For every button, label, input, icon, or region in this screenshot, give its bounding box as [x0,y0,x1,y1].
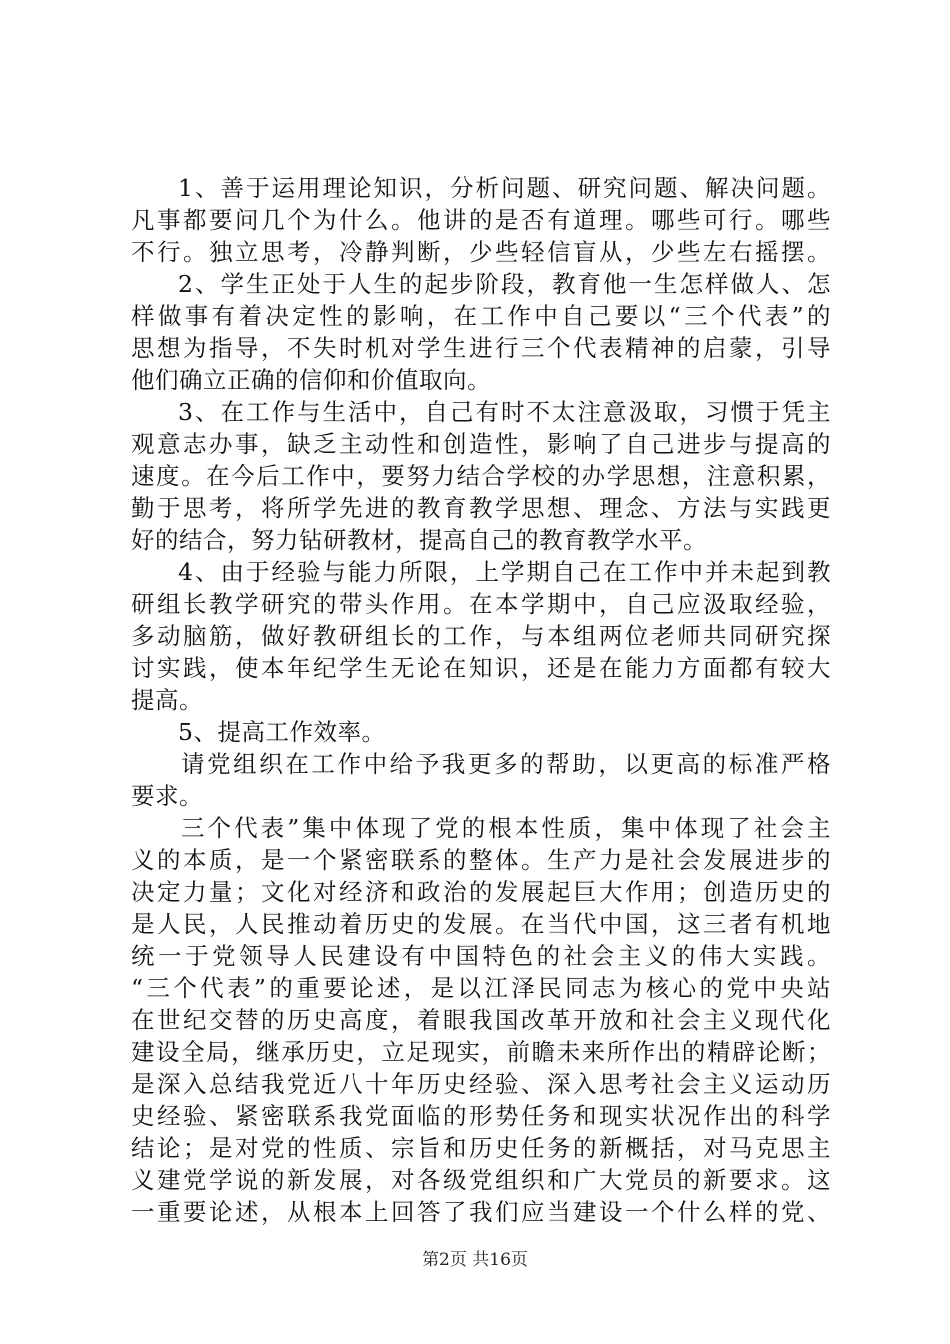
text-line: 统一于党领导人民建设有中国特色的社会主义的伟大实践。 [131,942,831,970]
document-body [131,172,831,1228]
text-line: 是人民，人民推动着历史的发展。在当代中国，这三者有机地 [131,910,831,938]
text-line: 三个代表”集中体现了党的根本性质，集中体现了社会主 [181,814,831,842]
text-line: 速度。在今后工作中，要努力结合学校的办学思想，注意积累， [131,462,831,490]
text-line: “三个代表”的重要论述，是以江泽民同志为核心的党中央站 [131,974,831,1002]
text-line: 研组长教学研究的带头作用。在本学期中，自己应汲取经验， [131,590,831,618]
text-line: 1、善于运用理论知识，分析问题、研究问题、解决问题。 [178,174,831,202]
text-line: 史经验、紧密联系我党面临的形势任务和现实状况作出的科学 [131,1102,831,1130]
text-line: 2、学生正处于人生的起步阶段，教育他一生怎样做人、怎 [178,270,831,298]
text-line: 凡事都要问几个为什么。他讲的是否有道理。哪些可行。哪些 [131,206,831,234]
text-line: 思想为指导，不失时机对学生进行三个代表精神的启蒙，引导 [131,334,831,362]
text-line: 4、由于经验与能力所限，上学期自己在工作中并未起到教 [178,558,831,586]
text-line: 决定力量；文化对经济和政治的发展起巨大作用；创造历史的 [131,878,831,906]
text-line: 3、在工作与生活中，自己有时不太注意汲取，习惯于凭主 [178,398,831,426]
text-line: 不行。独立思考，冷静判断，少些轻信盲从，少些左右摇摆。 [131,238,831,266]
text-line: 要求。 [131,782,203,810]
text-line: 多动脑筋，做好教研组长的工作，与本组两位老师共同研究探 [131,622,831,650]
text-line: 结论；是对党的性质、宗旨和历史任务的新概括，对马克思主 [131,1134,831,1162]
text-line: 在世纪交替的历史高度，着眼我国改革开放和社会主义现代化 [131,1006,831,1034]
text-line: 5、提高工作效率。 [178,718,386,746]
text-line: 一重要论述，从根本上回答了我们应当建设一个什么样的党、 [131,1198,831,1226]
text-line: 勤于思考，将所学先进的教育教学思想、理念、方法与实践更 [131,494,831,522]
text-line: 提高。 [131,686,203,714]
text-line: 义建党学说的新发展，对各级党组织和广大党员的新要求。这 [131,1166,831,1194]
text-line: 请党组织在工作中给予我更多的帮助，以更高的标准严格 [181,750,831,778]
text-line: 讨实践，使本年纪学生无论在知识，还是在能力方面都有较大 [131,654,831,682]
text-line: 好的结合，努力钻研教材，提高自己的教育教学水平。 [131,526,707,554]
page-number-footer: 第2页 共16页 [422,1250,528,1270]
text-line: 他们确立正确的信仰和价值取向。 [131,366,491,394]
text-line: 建设全局，继承历史，立足现实，前瞻未来所作出的精辟论断； [131,1038,831,1066]
text-line: 观意志办事，缺乏主动性和创造性，影响了自己进步与提高的 [131,430,831,458]
text-line: 是深入总结我党近八十年历史经验、深入思考社会主义运动历 [131,1070,831,1098]
text-line: 样做事有着决定性的影响，在工作中自己要以“三个代表”的 [131,302,831,330]
text-line: 义的本质，是一个紧密联系的整体。生产力是社会发展进步的 [131,846,831,874]
